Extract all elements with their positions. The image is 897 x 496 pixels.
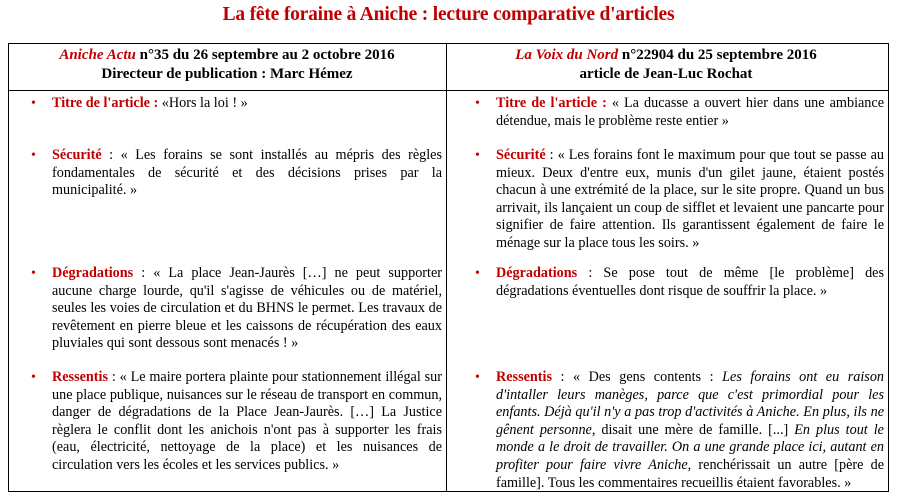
- bullet-icon: •: [31, 370, 36, 385]
- bullet-icon: •: [31, 148, 36, 163]
- right-issue: n°22904 du 25 septembre 2016: [618, 47, 817, 63]
- bullet-icon: •: [475, 370, 480, 385]
- bullet-icon: •: [31, 266, 36, 281]
- left-column-header: [8, 46, 446, 84]
- right-entry-degradations: Dégradations : Se pose tout de même [le problème] des dégradations éventuelles dont risque de souffrir la place. »: [496, 265, 884, 299]
- left-publication: Aniche Actu: [59, 47, 136, 63]
- left-subtitle: Directeur de publication : Marc Hémez: [101, 66, 353, 82]
- right-entry-title: Titre de l'article : « La ducasse a ouvert hier dans une ambiance détendue, mais le problème reste entier »: [496, 95, 884, 129]
- header-divider: [8, 90, 889, 91]
- left-issue: n°35 du 26 septembre au 2 octobre 2016: [135, 47, 395, 63]
- right-entry-ressentis: Ressentis : « Des gens contents : Les forains ont eu raison d'intaller leurs manèges, parce que c'est primordial pour les enfants. Déjà qu'il n'y a pas trop d'activités à Aniche. En plus, ils ne gênent personne, disait une mère de famille. [...] En plus tout le monde a le droit de travailler. On a une grande place ici, autant en profiter pour faire vivre Aniche, renchérissait un autre [père de famille]. Tous les commentaires recueillis étaient favorables. »: [496, 369, 885, 491]
- right-subtitle: article de Jean-Luc Rochat: [579, 66, 753, 82]
- page-title: La fête foraine à Aniche : lecture comparative d'articles: [222, 4, 675, 25]
- left-entry-ressentis: Ressentis : « Le maire portera plainte pour stationnement illégal sur une place publique, nuisances sur le réseau de transport en commun, danger de dégradations de la Place Jean-Jaurès. […] La Justice règlera le conflit dont les anichois n'ont pas à supporter les frais (eau, électricité, nettoyage de la place) et les nuisances de circulation vers les écoles et les services publics. »: [52, 369, 442, 473]
- bullet-icon: •: [475, 148, 480, 163]
- left-entry-degradations: Dégradations : « La place Jean-Jaurès […] ne peut supporter aucune charge lourde, qu'il s'agisse de véhicules ou de matériel, seules les voies de circulation et du BHNS le permet. Les travaux de revêtement en pierre bleue et les caissons de récupération des eaux pluviales qui sont dessous sont menacés ! »: [52, 265, 442, 352]
- left-entry-title: Titre de l'article : «Hors la loi ! »: [52, 95, 248, 111]
- bullet-icon: •: [475, 266, 480, 281]
- bullet-icon: •: [31, 96, 36, 111]
- right-entry-securite: Sécurité : « Les forains font le maximum pour que tout se passe au mieux. Deux d'entre eux, munis d'un gilet jaune, étaient postés chacun à une extrémité de la place, sur le site propre. Quand un bus arrivait, ils lançaient un coup de sifflet et levaient une pancarte pour signifier de faire attention. Ils garantissent également de faire le ménage sur la place tous les soirs. »: [496, 147, 884, 251]
- column-divider: [446, 43, 447, 492]
- left-entry-securite: Sécurité : « Les forains se sont installés au mépris des règles fondamentales de sécurité et des décisions prises par la municipalité. »: [52, 147, 442, 199]
- bullet-icon: •: [475, 96, 480, 111]
- right-column-header: [447, 46, 885, 84]
- right-publication: La Voix du Nord: [515, 47, 619, 63]
